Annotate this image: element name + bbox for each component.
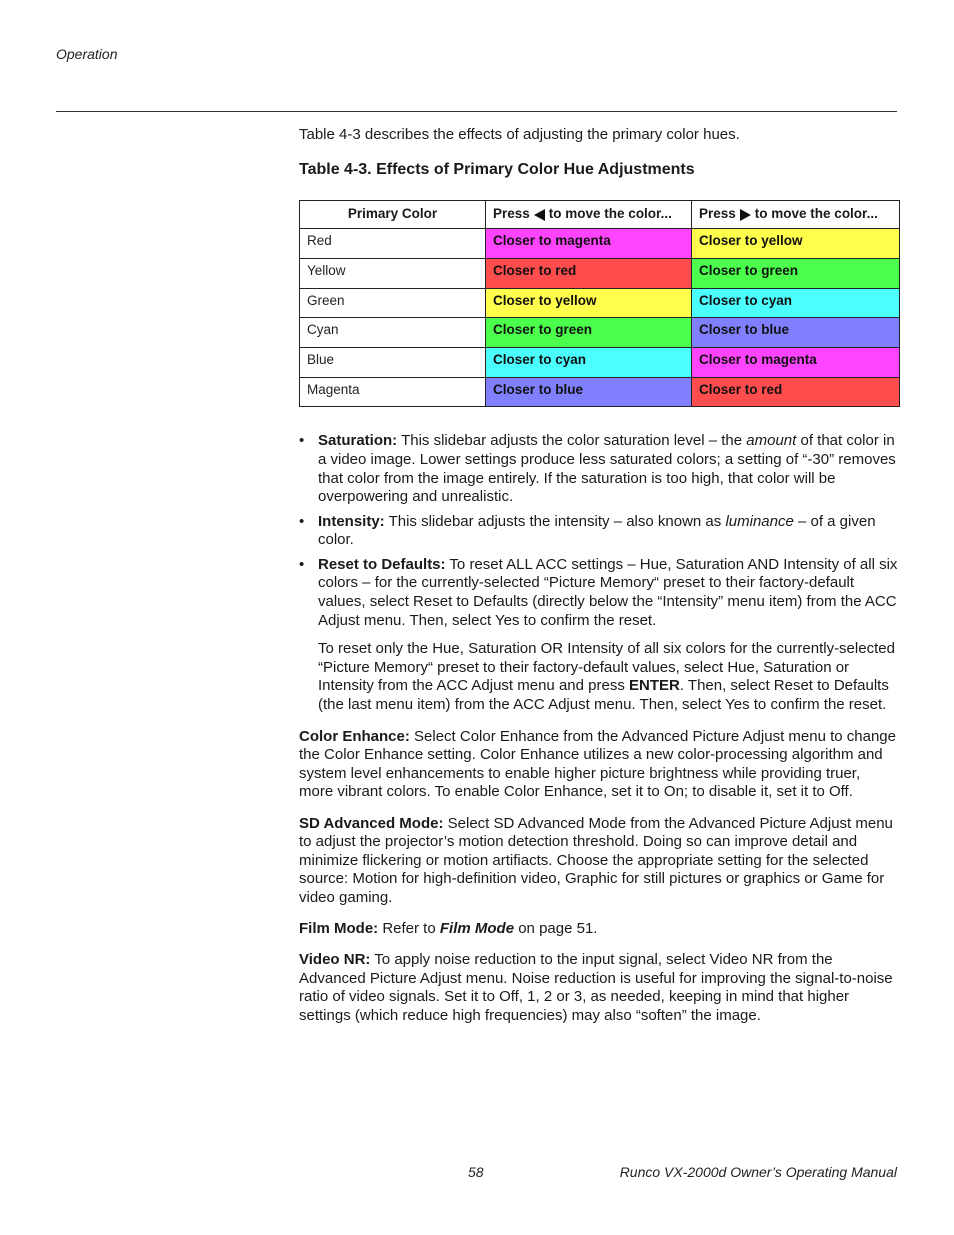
settings-bullet-list	[299, 432, 898, 630]
right-effect-cell: Closer to yellow	[692, 229, 900, 259]
table-body	[300, 229, 900, 407]
left-arrow-icon	[534, 209, 545, 221]
primary-color-cell: Blue	[300, 347, 486, 377]
table-row	[300, 229, 900, 259]
video-nr-paragraph: Video NR: To apply noise reduction to the input signal, select Video NR from the Advanced Picture Adjust menu. Noise reduction is useful for improving the signal-to-noise ratio of video signals. Set it to Off, 1, 2 or 3, as needed, keeping in mind that higher settings (which reduce high frequencies) may also “soften” the image.	[299, 951, 893, 1024]
left-effect-cell: Closer to magenta	[486, 229, 692, 259]
primary-color-cell: Red	[300, 229, 486, 259]
right-effect-cell: Closer to magenta	[692, 347, 900, 377]
color-enhance-paragraph: Color Enhance: Select Color Enhance from the Advanced Picture Adjust menu to change the Color Enhance setting. Color Enhance utilizes a new color-processing algorithm and system level enhancements to enable higher picture brightness while providing truer, more vibrant colors. To enable Color Enhance, set it to On; to disable it, set it to Off.	[299, 727, 896, 801]
right-effect-cell: Closer to cyan	[692, 288, 900, 318]
primary-color-cell: Magenta	[300, 377, 486, 407]
left-effect-cell: Closer to blue	[486, 377, 692, 407]
manual-title: Runco VX-2000d Owner’s Operating Manual	[619, 1164, 897, 1180]
right-arrow-icon	[740, 209, 751, 221]
left-effect-cell: Closer to cyan	[486, 347, 692, 377]
header-press-left: Press to move the color...	[486, 201, 692, 229]
page-body	[299, 126, 898, 1038]
list-item-intensity: • Intensity: This slidebar adjusts the intensity – also known as luminance – of a given color.	[299, 513, 898, 550]
right-effect-cell: Closer to green	[692, 258, 900, 288]
primary-color-cell: Yellow	[300, 258, 486, 288]
primary-color-cell: Cyan	[300, 318, 486, 348]
left-effect-cell: Closer to green	[486, 318, 692, 348]
table-title: Table 4-3. Effects of Primary Color Hue Adjustments	[299, 160, 695, 178]
running-header: Operation	[56, 46, 118, 62]
table-row	[300, 347, 900, 377]
header-press-right: Press to move the color...	[692, 201, 900, 229]
table-row	[300, 288, 900, 318]
table-row	[300, 258, 900, 288]
right-effect-cell: Closer to red	[692, 377, 900, 407]
left-effect-cell: Closer to red	[486, 258, 692, 288]
film-mode-paragraph: Film Mode: Refer to Film Mode on page 51.	[299, 919, 598, 937]
left-effect-cell: Closer to yellow	[486, 288, 692, 318]
right-effect-cell: Closer to blue	[692, 318, 900, 348]
sd-advanced-mode-paragraph: SD Advanced Mode: Select SD Advanced Mode from the Advanced Picture Adjust menu to adjust the projector’s motion detection threshold. Doing so can improve detail and minimize flickering or motion artifiacts. Choose the appropriate setting for the selected source: Motion for high-definition video, Graphic for still pictures or graphics or Game for video gaming.	[299, 814, 893, 906]
table-row	[300, 377, 900, 407]
header-primary-color: Primary Color	[300, 201, 486, 229]
primary-color-cell: Green	[300, 288, 486, 318]
table-row	[300, 318, 900, 348]
table-header-row	[300, 201, 900, 229]
header-divider	[56, 111, 897, 112]
intro-paragraph: Table 4-3 describes the effects of adjusting the primary color hues.	[299, 126, 740, 143]
list-item-reset-defaults: • Reset to Defaults: To reset ALL ACC settings – Hue, Saturation AND Intensity of all six colors – for the currently-selected “Picture Memory“ preset to their factory-default values, select Reset to Defaults (directly below the “Intensity” menu item) from the ACC Adjust menu. Then, select Yes to confirm the reset.	[299, 556, 898, 630]
hue-adjustment-table	[299, 200, 900, 407]
list-item-saturation: • Saturation: This slidebar adjusts the color saturation level – the amount of that color in a video image. Lower settings produce less saturated colors; a setting of “-30” removes that color from the image entirely. If the saturation is too high, that color will be overpowering and unrealistic.	[299, 432, 898, 506]
page-number: 58	[468, 1164, 484, 1180]
film-mode-link[interactable]: Film Mode	[439, 919, 515, 937]
reset-detail-paragraph: To reset only the Hue, Saturation OR Intensity of all six colors for the currently-selected “Picture Memory“ preset to their factory-default values, select Hue, Saturation or Intensity from the ACC Adjust menu and press ENTER. Then, select Reset to Defaults (the last menu item) from the ACC Adjust menu. Then, select Yes to confirm the reset.	[318, 640, 895, 714]
